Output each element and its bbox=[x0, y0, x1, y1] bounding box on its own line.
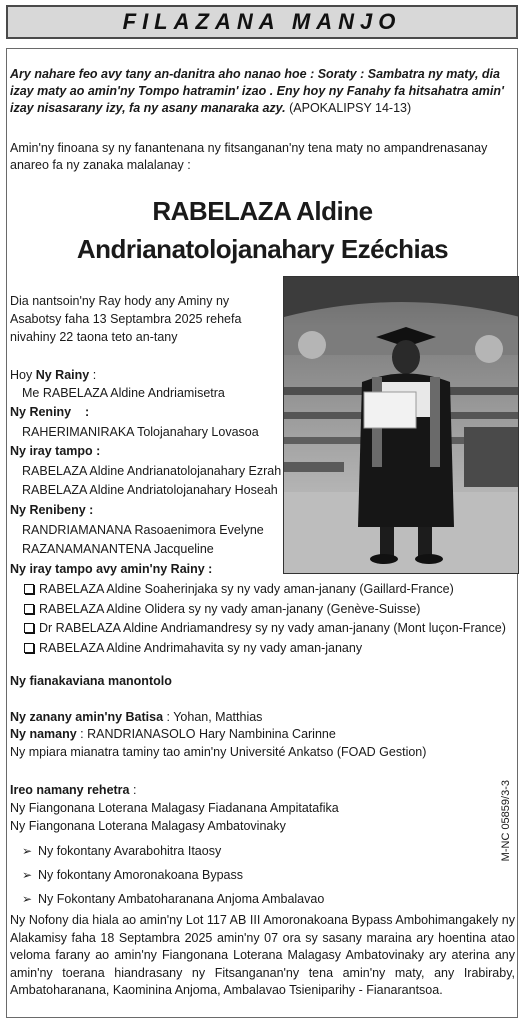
deceased-name-line1: RABELAZA Aldine bbox=[152, 196, 373, 226]
uncle-item bbox=[24, 601, 420, 617]
fiance-name: RANDRIANASOLO Hary Nambinina Carinne bbox=[87, 727, 336, 741]
funeral-notice: Ny Nofony dia hiala ao amin'ny Lot 117 AB III Amoronakoana Bypass Ambohimangakely ny Alakamisy faha 18 Septambra 2025 amin'ny 07 ora sy sasany maraina ary hoentina atao veloma farany ao amin'ny Fiangonana Loterana Malagasy Ambatovinaky ary aterina any amin'ny toerana hiandrasany ny Fitsanganan'ny tena amin'ny maty, any Irabiraby, Ambatoharanana, Kaominina Anjoma, Ambalavao Tsieniparihy - Fianarantsoa. bbox=[10, 913, 515, 997]
header-title: FILAZANA MANJO bbox=[122, 9, 402, 34]
checkbox-icon bbox=[24, 604, 34, 614]
extended-family-label: Ny fianakaviana manontolo bbox=[10, 674, 172, 688]
fiance-label: Ny namany bbox=[10, 727, 77, 741]
church-item: Ny Fiangonana Loterana Malagasy Fiadanana Ampitatafika bbox=[10, 801, 339, 815]
arrow-icon: ➢ bbox=[22, 844, 33, 858]
father-label: Ny Rainy bbox=[35, 368, 90, 382]
fokontany-text: Ny fokontany Amoronakoana Bypass bbox=[38, 868, 243, 882]
classmates-line: Ny mpiara mianatra taminy tao amin'ny Université Ankatso (FOAD Gestion) bbox=[10, 745, 427, 759]
friends-label: Ireo namany rehetra : bbox=[10, 783, 137, 797]
uncle-item bbox=[24, 640, 362, 656]
checkbox-icon bbox=[24, 584, 34, 594]
uncle-text: RABELAZA Aldine Andrimahavita sy ny vady aman-janany bbox=[39, 641, 363, 655]
deceased-name-line2: Andrianatolojanahary Ezéchias bbox=[76, 234, 449, 264]
verse-reference: (APOKALIPSY 14-13) bbox=[289, 101, 412, 115]
uncle-text: RABELAZA Aldine Olidera sy ny vady aman-janany (Genève-Suisse) bbox=[39, 602, 421, 616]
uncles-label: Ny iray tampo avy amin'ny Rainy : bbox=[10, 562, 213, 576]
arrow-icon: ➢ bbox=[22, 868, 33, 882]
friends-label-text: Ireo namany rehetra bbox=[10, 783, 130, 797]
intro-text: Amin'ny finoana sy ny fanantenana ny fitsanganan'ny tena maty no ampandrenasanay anareo fa ny zanaka malalanay : bbox=[10, 141, 488, 172]
godparents-names: Yohan, Matthias bbox=[173, 710, 263, 724]
godparents-line: Ny zanany amin'ny Batisa : Yohan, Matthias bbox=[10, 710, 263, 724]
fokontany-text: Ny Fokontany Ambatoharanana Anjoma Ambalavao bbox=[38, 892, 325, 906]
arrow-icon: ➢ bbox=[22, 892, 33, 906]
notice-header bbox=[6, 5, 518, 39]
grandmothers-label: Ny Renibeny : bbox=[10, 503, 94, 517]
mother-name: RAHERIMANIRAKA Tolojanahary Lovasoa bbox=[22, 425, 259, 439]
siblings-label: Ny iray tampo : bbox=[10, 444, 101, 458]
uncle-text: RABELAZA Aldine Soaherinjaka sy ny vady aman-janany (Gaillard-France) bbox=[39, 582, 454, 596]
checkbox-icon bbox=[24, 623, 34, 633]
father-line: Hoy Ny Rainy : bbox=[10, 368, 97, 382]
fokontany-item bbox=[22, 867, 243, 883]
church-item: Ny Fiangonana Loterana Malagasy Ambatovinaky bbox=[10, 819, 286, 833]
uncle-text: Dr RABELAZA Aldine Andriamandresy sy ny vady aman-janany (Mont luçon-France) bbox=[39, 621, 506, 635]
grandmother-item: RAZANAMANANTENA Jacqueline bbox=[22, 542, 214, 556]
verse-text: Ary nahare feo avy tany an-danitra aho nanao hoe : Soraty : Sambatra ny maty, dia izay maty ao amin'ny Tompo hatramin' izao . Eny hoy ny Fanahy fa hitsahatra amin' izay nisasarany izy, fa ny asany manaraka azy. bbox=[10, 67, 504, 115]
sibling-item: RABELAZA Aldine Andriatolojanahary Hoseah bbox=[22, 483, 278, 497]
bible-verse bbox=[10, 66, 515, 117]
reference-code: M-NC 05859/3-3 bbox=[500, 780, 512, 862]
graduation-photo bbox=[283, 276, 519, 574]
mother-label-text: Ny Reniny bbox=[10, 405, 72, 419]
checkbox-icon bbox=[24, 643, 34, 653]
sibling-item: RABELAZA Aldine Andrianatolojanahary Ezrah bbox=[22, 464, 282, 478]
father-prefix: Hoy bbox=[10, 368, 33, 382]
fiance-line: Ny namany : RANDRIANASOLO Hary Nambinina Carinne bbox=[10, 727, 336, 741]
mother-label: Ny Reniny : bbox=[10, 405, 90, 419]
godparents-label: Ny zanany amin'ny Batisa bbox=[10, 710, 164, 724]
fokontany-item bbox=[22, 891, 324, 907]
uncle-item bbox=[24, 620, 506, 636]
father-name: Me RABELAZA Aldine Andriamisetra bbox=[22, 386, 225, 400]
grandmother-item: RANDRIAMANANA Rasoaenimora Evelyne bbox=[22, 523, 264, 537]
fokontany-item bbox=[22, 843, 221, 859]
fokontany-text: Ny fokontany Avarabohitra Itaosy bbox=[38, 844, 222, 858]
uncle-item bbox=[24, 581, 454, 597]
death-notice: Dia nantsoin'ny Ray hody any Aminy ny Asabotsy faha 13 Septambra 2025 rehefa nivahiny 22 taona teto an-tany bbox=[10, 294, 242, 344]
